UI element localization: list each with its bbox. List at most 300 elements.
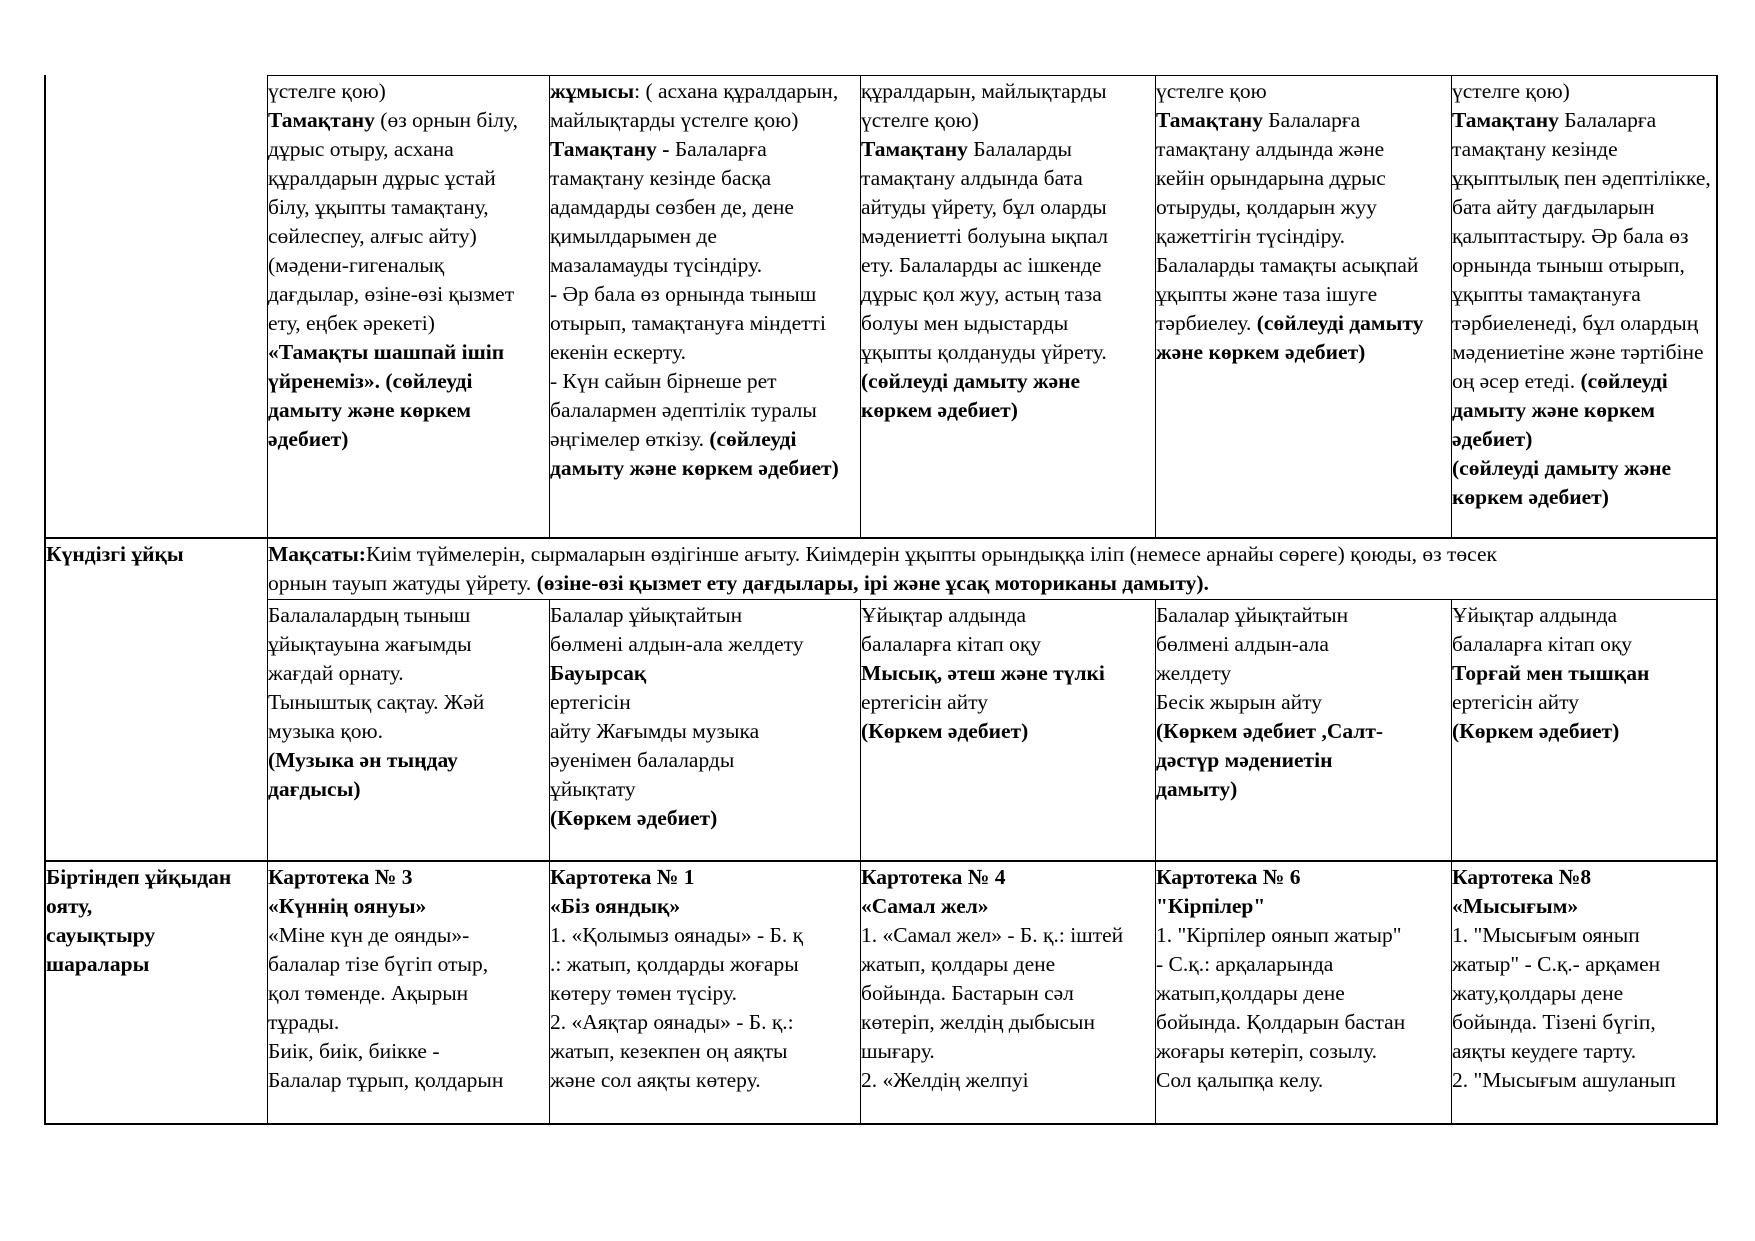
- cell-line: [550, 659, 859, 688]
- bold-text: Тамақтану: [1156, 108, 1263, 132]
- meal-cell-day5: [1452, 77, 1715, 536]
- cell-line: [861, 77, 1154, 106]
- text: Балаларды тамақты асықпай: [1156, 253, 1419, 277]
- text: қол төменде. Ақырын: [268, 981, 469, 1005]
- text: Балаларға: [1558, 108, 1657, 132]
- cell-line: [268, 193, 548, 222]
- cell-line: [1156, 1037, 1450, 1066]
- text: - Күн сайын бірнеше рет: [550, 369, 777, 393]
- cell-line: [861, 892, 1154, 921]
- cell-line: [1156, 892, 1450, 921]
- cell-line: [268, 309, 548, 338]
- bold-text: Бауырсақ: [550, 661, 647, 685]
- cell-line: [1452, 1008, 1715, 1037]
- text: айтуды үйрету, бұл оларды: [861, 195, 1107, 219]
- cell-line: [268, 601, 548, 630]
- text: тұрады.: [268, 1010, 340, 1034]
- cell-line: [550, 601, 859, 630]
- text: жатып, қолдары дене: [861, 952, 1056, 976]
- text: 1. "Мысығым оянып: [1452, 923, 1640, 947]
- text: ертегісін айту: [1452, 690, 1580, 714]
- cell-line: [1156, 280, 1450, 309]
- cell-line: [1156, 659, 1450, 688]
- bold-text: (Көркем әдебиет): [550, 806, 718, 830]
- text: қалыптастыру. Әр бала өз: [1452, 224, 1689, 248]
- text: Бесік жырын айту: [1156, 690, 1323, 714]
- cell-line: [268, 950, 548, 979]
- cell-line: [268, 775, 548, 804]
- cell-line: [1452, 77, 1715, 106]
- text: тамақтану кезінде басқа: [550, 166, 772, 190]
- wake-row-label: [46, 863, 266, 1122]
- text: бойында. Тізені бүгіп,: [1452, 1010, 1656, 1034]
- text: ертегісін: [550, 690, 631, 714]
- bold-text: Картотека № 1: [550, 865, 695, 889]
- cell-line: [550, 1037, 859, 1066]
- wake-label-line: шаралары: [46, 952, 150, 976]
- cell-line: [268, 1037, 548, 1066]
- text: майлықтарды үстелге қою): [550, 108, 799, 132]
- cell-line: [268, 106, 548, 135]
- cell-line: [1452, 338, 1715, 367]
- text: жағдай орнату.: [268, 661, 404, 685]
- text: жатыр" - С.қ.- арқамен: [1452, 952, 1661, 976]
- cell-line: [1452, 950, 1715, 979]
- wake-cell-day2: [550, 863, 859, 1122]
- cell-line: [1452, 367, 1715, 396]
- text: «Міне күн де оянды»-: [268, 923, 470, 947]
- cell-line: [550, 77, 859, 106]
- text: ету, еңбек әрекеті): [268, 311, 435, 335]
- cell-line: [550, 396, 859, 425]
- bold-text: «Біз ояндық»: [550, 894, 681, 918]
- text: үстелге қою): [1452, 79, 1570, 103]
- cell-line: [1156, 309, 1450, 338]
- cell-line: [861, 950, 1154, 979]
- cell-line: [1452, 1037, 1715, 1066]
- text: Балалар тұрып, қолдарын: [268, 1068, 504, 1092]
- text: балалар тізе бүгіп отыр,: [268, 952, 489, 976]
- cell-line: [550, 454, 859, 483]
- nap-cell-day4: [1156, 601, 1450, 859]
- text: балаларға кітап оқу: [861, 632, 1042, 656]
- cell-line: [550, 135, 859, 164]
- wake-cell-day1: [268, 863, 548, 1122]
- bold-text: дағдысы): [268, 777, 361, 801]
- cell-line: [268, 222, 548, 251]
- cell-line: [268, 746, 548, 775]
- bold-text: Тамақтану: [1452, 108, 1559, 132]
- text: бөлмені алдын-ала желдету: [550, 632, 804, 656]
- text: Киім түймелерін, сырмаларын өздігінше ағыту. Киімдерін ұқыпты орындыққа іліп (немесе арнайы сөреге) қоюды, өз төсек: [365, 542, 1497, 566]
- text: желдету: [1156, 661, 1232, 685]
- wake-cell-day5: [1452, 863, 1715, 1122]
- text: дағдылар, өзіне-өзі қызмет: [268, 282, 515, 306]
- bold-text: (сөйлеуді дамыту және: [861, 369, 1081, 393]
- text: көтеру төмен түсіру.: [550, 981, 738, 1005]
- cell-line: [1452, 193, 1715, 222]
- text: кейін орындарына дұрыс: [1156, 166, 1386, 190]
- bold-text: Мақсаты:: [268, 542, 366, 566]
- cell-line: [550, 688, 859, 717]
- text: тамақтану алдында және: [1156, 137, 1385, 161]
- bold-text: (сөйлеуді: [709, 427, 797, 451]
- cell-line: [550, 164, 859, 193]
- cell-line: [268, 863, 548, 892]
- cell-line: [550, 280, 859, 309]
- cell-line: [1156, 193, 1450, 222]
- text: ұйықтату: [550, 777, 636, 801]
- cell-line: [1156, 1008, 1450, 1037]
- cell-line: [1156, 601, 1450, 630]
- cell-line: [550, 630, 859, 659]
- text: отыруды, қолдарын жуу: [1156, 195, 1377, 219]
- text: орнын тауып жатуды үйрету.: [268, 571, 537, 595]
- bold-text: Картотека №8: [1452, 865, 1592, 889]
- cell-line: [268, 164, 548, 193]
- text: және сол аяқты көтеру.: [550, 1068, 761, 1092]
- cell-line: [268, 135, 548, 164]
- cell-line: [1452, 106, 1715, 135]
- bold-text: (Көркем әдебиет): [861, 719, 1029, 743]
- text: мәдениетіне және тәртібіне: [1452, 340, 1704, 364]
- cell-line: [550, 950, 859, 979]
- bold-text: Картотека № 4: [861, 865, 1006, 889]
- bold-text: «Самал жел»: [861, 894, 989, 918]
- cell-line: [1452, 135, 1715, 164]
- text: ұқыптылық пен әдептілікке,: [1452, 166, 1711, 190]
- cell-line: [1452, 601, 1715, 630]
- text: бата айту дағдыларын: [1452, 195, 1655, 219]
- bold-text: көркем әдебиет): [861, 398, 1018, 422]
- bold-text: Картотека № 6: [1156, 865, 1301, 889]
- text: үстелге қою: [1156, 79, 1267, 103]
- cell-line: [1156, 338, 1450, 367]
- meal-cell-day4: [1156, 77, 1450, 536]
- cell-line: [268, 338, 548, 367]
- text: екенін ескерту.: [550, 340, 686, 364]
- cell-line: [1452, 164, 1715, 193]
- cell-line: [268, 77, 548, 106]
- text: (өз орнын білу,: [374, 108, 519, 132]
- text: адамдарды сөзбен де, дене: [550, 195, 794, 219]
- bold-text: Торғай мен тышқан: [1452, 661, 1650, 685]
- bold-text: әдебиет): [1452, 427, 1533, 451]
- cell-line: [861, 659, 1154, 688]
- row-divider-nap-goal: [267, 599, 1718, 600]
- bold-text: (сөйлеуді: [1580, 369, 1668, 393]
- cell-line: [861, 1066, 1154, 1095]
- cell-line: [1452, 454, 1715, 483]
- text: балаларға кітап оқу: [1452, 632, 1633, 656]
- bold-text: «Тамақты шашпай ішіп: [268, 340, 505, 364]
- cell-line: [1156, 630, 1450, 659]
- text: мәдениетті болуына ықпал: [861, 224, 1108, 248]
- text: сөйлеспеу, алғыс айту): [268, 224, 477, 248]
- row-divider-wake: [44, 860, 1718, 862]
- cell-line: [550, 979, 859, 1008]
- text: орнында тыныш отырып,: [1452, 253, 1685, 277]
- cell-line: [861, 367, 1154, 396]
- cell-line: [1452, 659, 1715, 688]
- text: қимылдарымен де: [550, 224, 717, 248]
- cell-line: [268, 892, 548, 921]
- bold-text: дамыту): [1156, 777, 1238, 801]
- text: жоғары көтеріп, созылу.: [1156, 1039, 1378, 1063]
- text: дұрыс қол жуу, астың таза: [861, 282, 1102, 306]
- text: ұқыпты және таза ішуге: [1156, 282, 1378, 306]
- row-divider-nap: [44, 537, 1718, 539]
- bold-text: жұмысы: [550, 79, 635, 103]
- text: жатып,қолдары дене: [1156, 981, 1345, 1005]
- bold-text: "Кірпілер": [1156, 894, 1266, 918]
- bold-text: (сөйлеуді дамыту және: [1452, 456, 1672, 480]
- cell-line: [1452, 396, 1715, 425]
- bold-text: Мысық, әтеш және түлкі: [861, 661, 1105, 685]
- cell-line: [1156, 688, 1450, 717]
- wake-cell-day4: [1156, 863, 1450, 1122]
- text: 1. «Самал жел» - Б. қ.: іштей: [861, 923, 1124, 947]
- bold-text: (Көркем әдебиет): [1452, 719, 1620, 743]
- text: Тыныштық сақтау. Жәй: [268, 690, 485, 714]
- cell-line: [861, 222, 1154, 251]
- text: 2. "Мысығым ашуланып: [1452, 1068, 1676, 1092]
- wake-label-line: сауықтыру: [46, 923, 156, 947]
- cell-line: [268, 425, 548, 454]
- text: көтеріп, желдің дыбысын: [861, 1010, 1096, 1034]
- table-border-top: [267, 75, 1718, 76]
- text: бөлмені алдын-ала: [1156, 632, 1329, 656]
- nap-cell-day5: [1452, 601, 1715, 859]
- cell-line: [861, 979, 1154, 1008]
- cell-line: [550, 804, 859, 833]
- cell-line: [1452, 483, 1715, 512]
- text: ету. Балаларды ас ішкенде: [861, 253, 1102, 277]
- bold-text: үйренеміз». (сөйлеуді: [268, 369, 473, 393]
- cell-line: [1156, 164, 1450, 193]
- text: тәрбиелеу.: [1156, 311, 1257, 335]
- cell-line: [861, 630, 1154, 659]
- text: әуенімен балаларды: [550, 748, 735, 772]
- text: Сол қалыпқа келу.: [1156, 1068, 1324, 1092]
- cell-line: [268, 659, 548, 688]
- text: жату,қолдары дене: [1452, 981, 1624, 1005]
- cell-line: [1156, 106, 1450, 135]
- cell-line: [550, 746, 859, 775]
- cell-line: [861, 921, 1154, 950]
- text: Балаларды: [967, 137, 1072, 161]
- text: музыка қою.: [268, 719, 383, 743]
- cell-line: [861, 193, 1154, 222]
- cell-line: [268, 540, 1715, 569]
- cell-line: [550, 892, 859, 921]
- cell-line: [550, 717, 859, 746]
- bold-text: әдебиет): [268, 427, 349, 451]
- nap-row-label: Күндізгі ұйқы: [46, 542, 184, 566]
- cell-line: [861, 396, 1154, 425]
- text: балалармен әдептілік туралы: [550, 398, 817, 422]
- text: ұқыпты тамақтануға: [1452, 282, 1641, 306]
- cell-line: [1156, 979, 1450, 1008]
- text: білу, ұқыпты тамақтану,: [268, 195, 489, 219]
- wake-cell-day3: [861, 863, 1154, 1122]
- text: Ұйықтар алдында: [1452, 603, 1618, 627]
- cell-line: [268, 569, 1715, 598]
- cell-line: [268, 921, 548, 950]
- text: қажеттігін түсіндіру.: [1156, 224, 1346, 248]
- cell-line: [1156, 950, 1450, 979]
- cell-line: [1452, 979, 1715, 1008]
- bold-text: және көркем әдебиет): [1156, 340, 1366, 364]
- cell-line: [1452, 425, 1715, 454]
- cell-line: [1452, 222, 1715, 251]
- cell-line: [550, 775, 859, 804]
- cell-line: [1452, 921, 1715, 950]
- cell-line: [861, 280, 1154, 309]
- cell-line: [550, 1008, 859, 1037]
- cell-line: [550, 367, 859, 396]
- text: Биік, биік, биікке -: [268, 1039, 440, 1063]
- bold-text: Тамақтану -: [550, 137, 670, 161]
- cell-line: [268, 630, 548, 659]
- text: құралдарын, майлықтарды: [861, 79, 1107, 103]
- text: Балалар ұйықтайтын: [1156, 603, 1349, 627]
- bold-text: дамыту және көркем: [1452, 398, 1656, 422]
- text: дұрыс отыру, асхана: [268, 137, 454, 161]
- text: оң әсер етеді.: [1452, 369, 1581, 393]
- text: ұйықтауына жағымды: [268, 632, 472, 656]
- text: - С.қ.: арқаларында: [1156, 952, 1334, 976]
- text: 1. "Кірпілер оянып жатыр": [1156, 923, 1402, 947]
- cell-line: [1452, 251, 1715, 280]
- meal-cell-day1: [268, 77, 548, 536]
- cell-line: [550, 425, 859, 454]
- text: 2. «Желдің желпуі: [861, 1068, 1029, 1092]
- text: 2. «Аяқтар оянады» - Б. қ.:: [550, 1010, 794, 1034]
- text: әңгімелер өткізу.: [550, 427, 710, 451]
- table-border-bottom: [44, 1123, 1718, 1125]
- text: құралдарын дұрыс ұстай: [268, 166, 496, 190]
- cell-line: [268, 1066, 548, 1095]
- cell-line: [550, 193, 859, 222]
- cell-line: [1156, 775, 1450, 804]
- cell-line: [861, 309, 1154, 338]
- text: Балалар ұйықтайтын: [550, 603, 743, 627]
- bold-text: (Музыка ән тыңдау: [268, 748, 458, 772]
- meal-cell-day2: [550, 77, 859, 536]
- cell-line: [861, 863, 1154, 892]
- cell-line: [1156, 222, 1450, 251]
- cell-line: [1156, 1066, 1450, 1095]
- text: .: жатып, қолдарды жоғары: [550, 952, 799, 976]
- text: аяқты кеудеге тарту.: [1452, 1039, 1637, 1063]
- text: отырып, тамақтануға міндетті: [550, 311, 826, 335]
- text: Балаларға: [1262, 108, 1361, 132]
- cell-line: [861, 688, 1154, 717]
- cell-line: [550, 1066, 859, 1095]
- text: ертегісін айту: [861, 690, 989, 714]
- bold-text: дәстүр мәдениетін: [1156, 748, 1333, 772]
- bold-text: (сөйлеуді дамыту: [1256, 311, 1424, 335]
- cell-line: [1452, 1066, 1715, 1095]
- cell-line: [861, 338, 1154, 367]
- cell-line: [268, 688, 548, 717]
- cell-line: [1156, 921, 1450, 950]
- cell-line: [550, 338, 859, 367]
- wake-label-line: Біртіндеп ұйқыдан: [46, 865, 232, 889]
- cell-line: [1156, 717, 1450, 746]
- text: бойында. Қолдарын бастан: [1156, 1010, 1406, 1034]
- meal-cell-day3: [861, 77, 1154, 536]
- cell-line: [268, 979, 548, 1008]
- text: тамақтану кезінде: [1452, 137, 1618, 161]
- cell-line: [861, 135, 1154, 164]
- cell-line: [268, 396, 548, 425]
- nap-goal: [268, 540, 1715, 599]
- cell-line: [1452, 863, 1715, 892]
- cell-line: [550, 863, 859, 892]
- cell-line: [1452, 280, 1715, 309]
- wake-label-line: ояту,: [46, 894, 93, 918]
- nap-cell-day2: [550, 601, 859, 859]
- cell-line: [268, 367, 548, 396]
- text: тәрбиеленеді, бұл олардың: [1452, 311, 1699, 335]
- cell-line: [861, 251, 1154, 280]
- cell-line: [1452, 688, 1715, 717]
- text: Балаларға: [669, 137, 767, 161]
- bold-text: Тамақтану: [268, 108, 375, 132]
- text: ұқыпты қолдануды үйрету.: [861, 340, 1107, 364]
- cell-line: [861, 1037, 1154, 1066]
- text: шығару.: [861, 1039, 935, 1063]
- cell-line: [550, 921, 859, 950]
- text: 1. «Қолымыз оянады» - Б. қ: [550, 923, 804, 947]
- text: - Әр бала өз орнында тыныш: [550, 282, 817, 306]
- text: Ұйықтар алдында: [861, 603, 1027, 627]
- cell-line: [1156, 746, 1450, 775]
- text: үстелге қою): [268, 79, 386, 103]
- cell-line: [861, 717, 1154, 746]
- cell-line: [550, 222, 859, 251]
- nap-cell-day1: [268, 601, 548, 859]
- text: тамақтану алдында бата: [861, 166, 1083, 190]
- cell-line: [550, 309, 859, 338]
- text: болуы мен ыдыстарды: [861, 311, 1069, 335]
- text: : ( асхана құралдарын,: [634, 79, 839, 103]
- text: үстелге қою): [861, 108, 979, 132]
- text: айту Жағымды музыка: [550, 719, 760, 743]
- cell-line: [1452, 892, 1715, 921]
- bold-text: (өзіне-өзі қызмет ету дағдылары, ірі және ұсақ моториканы дамыту).: [536, 571, 1209, 595]
- cell-line: [550, 106, 859, 135]
- bold-text: Тамақтану: [861, 137, 968, 161]
- cell-line: [1452, 717, 1715, 746]
- table-border-right: [1716, 75, 1718, 1125]
- text: бойында. Бастарын сәл: [861, 981, 1074, 1005]
- bold-text: «Мысығым»: [1452, 894, 1579, 918]
- text: Балалалардың тыныш: [268, 603, 471, 627]
- bold-text: (Көркем әдебиет ,Салт-: [1156, 719, 1384, 743]
- cell-line: [268, 251, 548, 280]
- cell-line: [1156, 863, 1450, 892]
- cell-line: [861, 106, 1154, 135]
- cell-line: [1452, 309, 1715, 338]
- cell-line: [1156, 77, 1450, 106]
- bold-text: Картотека № 3: [268, 865, 413, 889]
- cell-line: [550, 251, 859, 280]
- cell-line: [1452, 630, 1715, 659]
- cell-line: [268, 280, 548, 309]
